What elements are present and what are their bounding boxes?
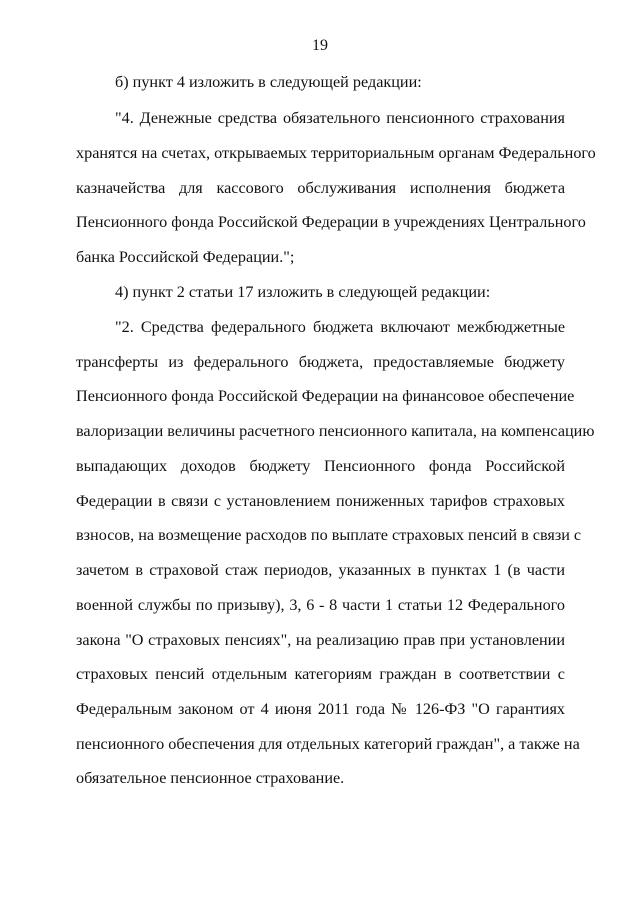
text-line-2: "4. Денежные средства обязательного пенсионного страхования — [115, 109, 565, 127]
text-line-15: зачетом в страховой стаж периодов, указанных в пунктах 1 (в части — [76, 561, 565, 579]
text-line-3: хранятся на счетах, открываемых территориальным органам Федерального — [76, 144, 596, 162]
text-line-16: военной службы по призыву), 3, 6 - 8 части 1 статьи 12 Федерального — [76, 596, 565, 614]
page-number: 19 — [312, 37, 328, 54]
text-line-10: Пенсионного фонда Российской Федерации на финансовое обеспечение — [76, 387, 575, 405]
text-line-20: пенсионного обеспечения для отдельных категорий граждан", а также на — [76, 735, 580, 753]
text-line-18: страховых пенсий отдельным категориям граждан в соответствии с — [76, 665, 565, 683]
text-line-11: валоризации величины расчетного пенсионного капитала, на компенсацию — [76, 422, 595, 440]
text-line-21: обязательное пенсионное страхование. — [76, 769, 345, 787]
text-line-1: б) пункт 4 изложить в следующей редакции: — [115, 73, 422, 91]
text-line-14: взносов, на возмещение расходов по выплате страховых пенсий в связи с — [76, 526, 582, 544]
text-line-6: банка Российской Федерации."; — [76, 248, 295, 266]
text-line-19: Федеральным законом от 4 июня 2011 года № 126-ФЗ "О гарантиях — [76, 700, 565, 718]
text-line-13: Федерации в связи с установлением пониженных тарифов страховых — [76, 492, 565, 510]
text-line-5: Пенсионного фонда Российской Федерации в учреждениях Центрального — [76, 213, 586, 231]
text-line-17: закона "О страховых пенсиях", на реализацию прав при установлении — [76, 631, 565, 649]
text-line-9: трансферты из федерального бюджета, предоставляемые бюджету — [76, 353, 565, 371]
text-line-7: 4) пункт 2 статьи 17 изложить в следующей редакции: — [115, 283, 491, 301]
text-line-8: "2. Средства федерального бюджета включают межбюджетные — [115, 318, 565, 336]
text-line-12: выпадающих доходов бюджету Пенсионного фонда Российской — [76, 457, 565, 475]
text-line-4: казначейства для кассового обслуживания исполнения бюджета — [76, 179, 565, 197]
